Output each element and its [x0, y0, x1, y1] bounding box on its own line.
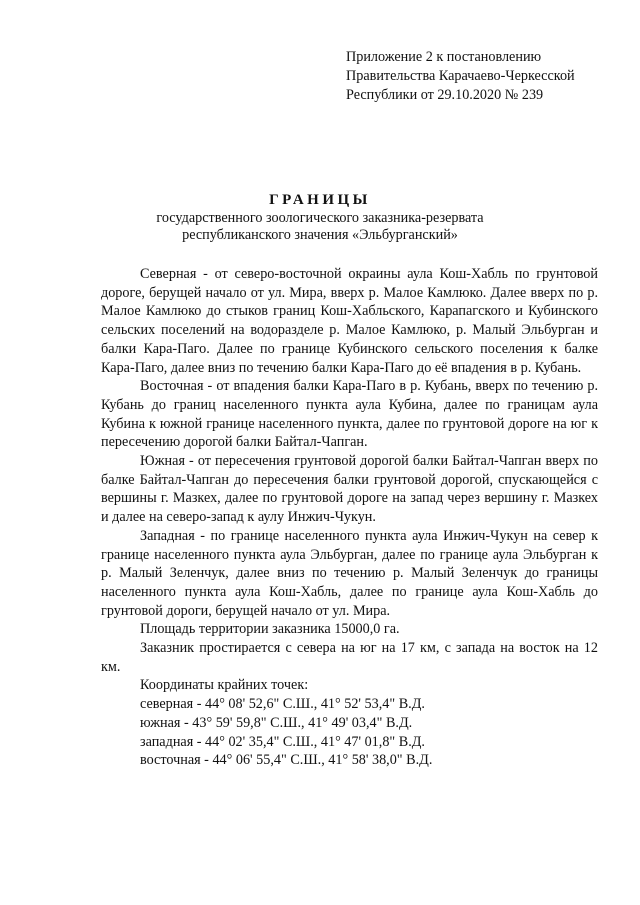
south-boundary-paragraph: Южная - от пересечения грунтовой дорогой балки Байтал-Чапган вверх по балке Байтал-Чапган до пересечения балки грунтовой дорогой, спускающейся с вершины г. Мазкех, далее по грунтовой дороге на запад через вершину г. Мазкех и далее на северо-запад к аулу Инжич-Чукун.: [101, 453, 598, 526]
subtitle-line-1: государственного зоологического заказника-резервата: [156, 210, 484, 226]
coordinate-south: южная - 43° 59' 59,8" С.Ш., 41° 49' 03,4" В.Д.: [140, 714, 413, 731]
document-subtitle: [0, 210, 640, 244]
west-boundary-paragraph: Западная - по границе населенного пункта аула Инжич-Чукун на север к границе населенного пункта аула Эльбурган, далее по границе аула Эльбурган к р. Малый Зеленчук, далее вниз по течению р. Малый Зеленчук до границы населенного пункта аула Кош-Хабль, далее по границе аула Кош-Хабль до грунтовой дороги, берущей начало от ул. Мира.: [101, 527, 598, 619]
north-boundary-paragraph: Северная - от северо-восточной окраины аула Кош-Хабль по грунтовой дороге, берущей начало от ул. Мира, вверх р. Малое Камлюко. Далее вверх по р. Малое Камлюко до стыков границ Кош-Хабльского, Карапагского и Кубинского сельских поселений на водоразделе р. Малое Камлюко, р. Малый Эльбурган и балки Кара-Паго. Далее по границе Кубинского сельского поселения к балке Кара-Паго, далее вниз по течению балки Кара-Паго до её впадения в р. Кубань.: [101, 266, 598, 376]
header-line-3: Республики от 29.10.2020 № 239: [346, 87, 544, 103]
area-paragraph: Площадь территории заказника 15000,0 га.: [140, 621, 400, 638]
document-title: ГРАНИЦЫ: [269, 192, 371, 208]
coordinate-north: северная - 44° 08' 52,6" С.Ш., 41° 52' 53,4" В.Д.: [140, 696, 425, 713]
coordinates-list: [101, 676, 598, 770]
header-line-1: Приложение 2 к постановлению: [346, 49, 542, 65]
coordinate-west: западная - 44° 02' 35,4" С.Ш., 41° 47' 01,8" В.Д.: [140, 733, 425, 750]
approval-header: [346, 48, 575, 105]
header-line-2: Правительства Карачаево-Черкесской: [346, 68, 575, 84]
document-body: [101, 265, 598, 770]
east-boundary-paragraph: Восточная - от впадения балки Кара-Паго в р. Кубань, вверх по течению р. Кубань до границ населенного пункта аула Кубина, далее по границам аула Кубина к южной границе населенного пункта, далее по грунтовой дороге на юг к пересечению дорогой балки Байтал-Чапган.: [101, 378, 598, 451]
coordinate-east: восточная - 44° 06' 55,4" С.Ш., 41° 58' 38,0" В.Д.: [140, 752, 433, 769]
subtitle-line-2: республиканского значения «Эльбурганский»: [182, 227, 458, 243]
coordinates-heading: Координаты крайних точек:: [140, 677, 309, 694]
extent-paragraph: Заказник простирается с севера на юг на 17 км, с запада на восток на 12 км.: [101, 640, 598, 675]
